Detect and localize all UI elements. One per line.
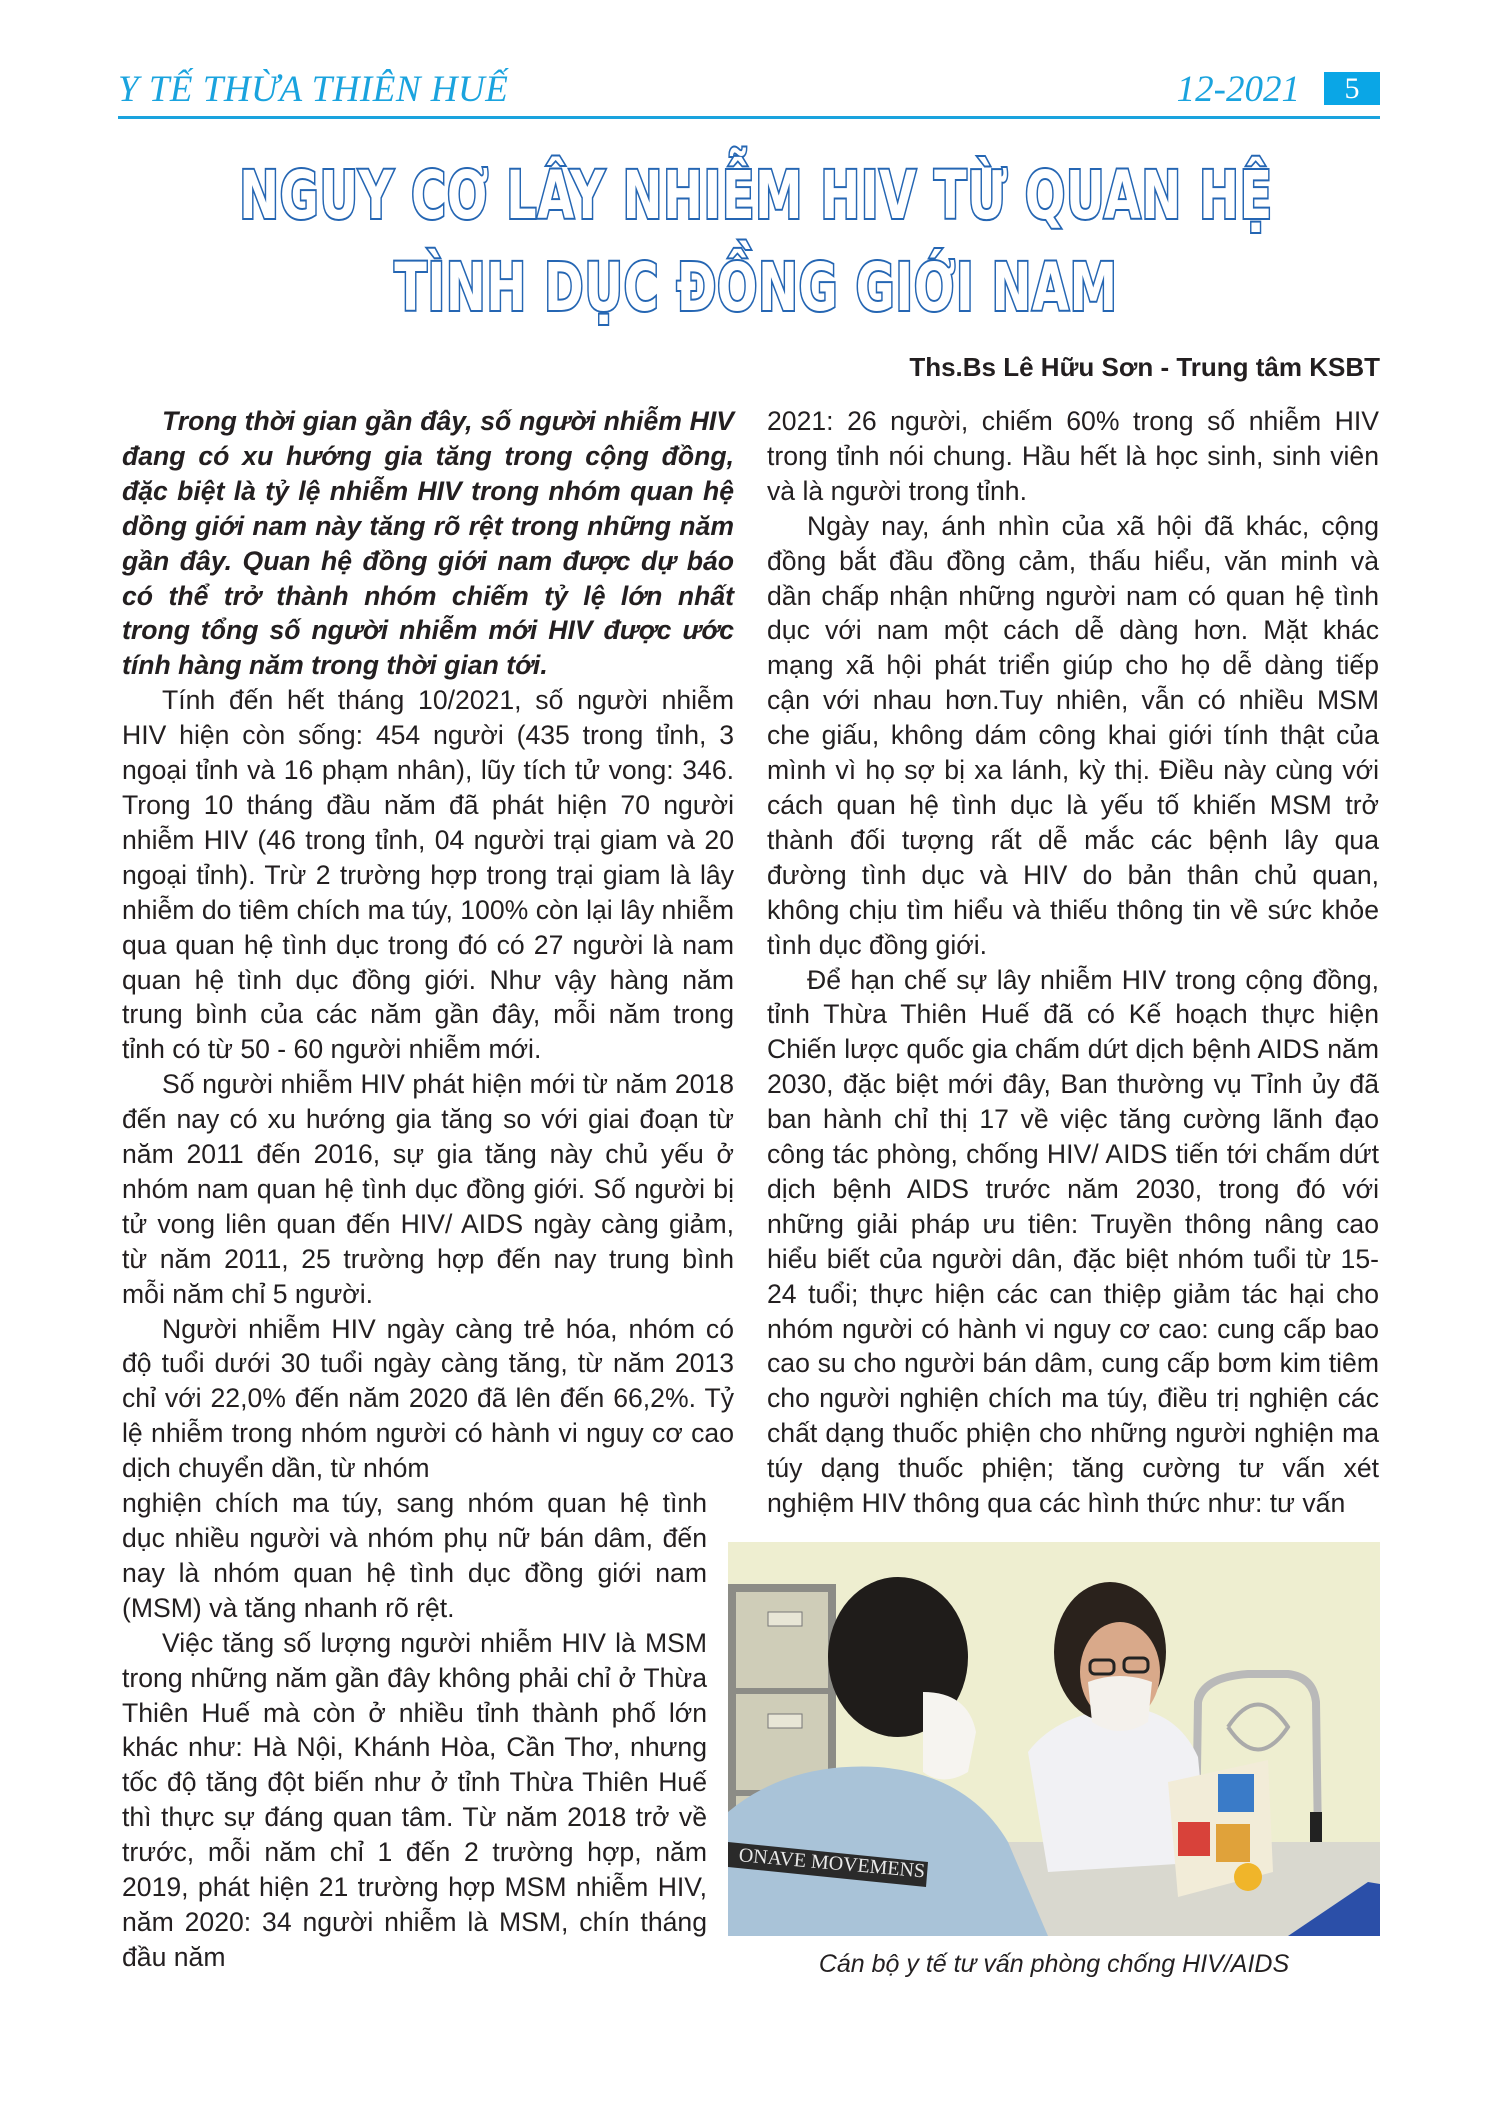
lead-paragraph: Trong thời gian gần đây, số người nhiễm HIV đang có xu hướng gia tăng trong cộng đồng, đặc biệt là tỷ lệ nhiễm HIV trong nhóm quan hệ dồng giới nam này tăng rõ rệt trong những năm gần đây. Quan hệ đồng giới nam được dự báo có thể trở thành nhóm chiếm tỷ lệ lớn nhất trong tổng số người nhiễm mới HIV được ước tính hàng năm trong thời gian tới. (122, 406, 734, 681)
title-line-1: NGUY CƠ LÂY NHIỄM HIV TỪ QUAN HỆ (239, 157, 1273, 234)
author-byline: Ths.Bs Lê Hữu Sơn - Trung tâm KSBT (909, 352, 1380, 382)
publication-name: Y TẾ THỪA THIÊN HUẾ (118, 69, 509, 110)
title-block (0, 150, 1512, 340)
brochure (1168, 1760, 1273, 1897)
article-photo (728, 1542, 1380, 1936)
body-paragraph: Để hạn chế sự lây nhiễm HIV trong cộng đồng, tỉnh Thừa Thiên Huế đã có Kế hoạch thực hiện Chiến lược quốc gia chấm dứt dịch bệnh AIDS năm 2030, đặc biệt mới đây, Ban thường vụ Tỉnh ủy đã ban hành chỉ thị 17 về việc tăng cường lãnh đạo công tác phòng, chống HIV/ AIDS tiến tới chấm dứt dịch bệnh AIDS trước năm 2030, trong đó với những giải pháp ưu tiên: Truyền thông nâng cao hiểu biết của người dân, đặc biệt nhóm tuổi từ 15-24 tuổi; thực hiện các can thiệp giảm tác hại cho nhóm người có hành vi nguy cơ cao: cung cấp bao cao su cho người bán dâm, cung cấp bơm kim tiêm cho người nghiện chích ma túy, điều trị nghiện các chất dạng thuốc phiện cho những người nghiện ma túy dạng thuốc phiện; tăng cường tư vấn xét nghiệm HIV thông qua các hình thức như: tư vấn (767, 964, 1379, 1519)
title-line-2: TÌNH DỤC ĐỒNG GIỚI NAM (394, 249, 1118, 326)
body-paragraph: Việc tăng số lượng người nhiễm HIV là MSM trong những năm gần đây không phải chỉ ở Thừa Thiên Huế mà còn ở nhiều tỉnh thành phố lớn khác như: Hà Nội, Khánh Hòa, Cần Thơ, nhưng tốc độ tăng đột biến như ở tỉnh Thừa Thiên Huế thì thực sự đáng quan tâm. Từ năm 2018 trở về trước, mỗi năm chỉ 1 đến 2 trường hợp, năm 2019, phát hiện 21 trường hợp MSM nhiễm HIV, năm 2020: 34 người nhiễm là MSM, chín tháng đầu năm (122, 1627, 707, 1972)
photo-caption: Cán bộ y tế tư vấn phòng chống HIV/AIDS (818, 1950, 1290, 1978)
body-paragraph: Số người nhiễm HIV phát hiện mới từ năm 2018 đến nay có xu hướng gia tăng so với giai đoạn từ năm 2011 đến 2016, sự gia tăng này chủ yếu ở nhóm nam quan hệ tình dục đồng giới. Số người bị tử vong liên quan đến HIV/ AIDS ngày càng giảm, từ năm 2011, 25 trường hợp đến nay trung bình mỗi năm chỉ 5 người. (122, 1069, 734, 1309)
body-paragraph-continued: 2021: 26 người, chiếm 60% trong số nhiễm HIV trong tỉnh nói chung. Hầu hết là học sinh, sinh viên và là người trong tỉnh. (767, 406, 1379, 506)
left-column (122, 404, 734, 1975)
body-paragraph: Ngày nay, ánh nhìn của xã hội đã khác, cộng đồng bắt đầu đồng cảm, thấu hiểu, văn minh và dần chấp nhận những người nam có quan hệ tình dục với nam một cách dễ dàng hơn. Mặt khác mạng xã hội phát triển giúp cho họ dễ dàng tiếp cận với nhau hơn.Tuy nhiên, vẫn có nhiều MSM che giấu, không dám công khai giới tính thật của mình vì họ sợ bị xa lánh, kỳ thị. Điều này cùng với cách quan hệ tình dục là yếu tố khiến MSM trở thành đối tượng rất dễ mắc các bệnh lây qua đường tình dục và HIV do bản thân chủ quan, không chịu tìm hiểu và thiếu thông tin về sức khỏe tình dục đồng giới. (767, 510, 1379, 960)
page-number: 5 (1324, 72, 1380, 105)
body-paragraph-continued: nghiện chích ma túy, sang nhóm quan hệ tình dục nhiều người và nhóm phụ nữ bán dâm, đến nay là nhóm quan hệ tình dục đồng giới nam (MSM) và tăng nhanh rõ rệt. (122, 1488, 707, 1623)
running-header (118, 62, 1380, 118)
left-column-narrow (122, 1486, 707, 1975)
article-title (108, 150, 1404, 334)
body-paragraph: Người nhiễm HIV ngày càng trẻ hóa, nhóm có độ tuổi dưới 30 tuổi ngày càng tăng, từ năm 2013 chỉ với 22,0% đến năm 2020 đã lên đến 66,2%. Tỷ lệ nhiễm trong nhóm người có hành vi nguy cơ cao dịch chuyển dần, từ nhóm (122, 1313, 734, 1484)
jacket-text: ONAVE MOVEMENS (737, 1844, 926, 1883)
header-rule (118, 116, 1380, 119)
right-column (767, 404, 1379, 1521)
body-paragraph: Tính đến hết tháng 10/2021, số người nhiễm HIV hiện còn sống: 454 người (435 trong tỉnh, 3 ngoại tỉnh và 16 phạm nhân), lũy tích tử vong: 346. Trong 10 tháng đầu năm đã phát hiện 70 người nhiễm HIV (46 trong tỉnh, 04 người trại giam và 20 ngoại tỉnh). Trừ 2 trường hợp trong trại giam là lây nhiễm do tiêm chích ma túy, 100% còn lại lây nhiễm qua quan hệ tình dục trong đó có 27 người là nam quan hệ tình dục đồng giới. Như vậy hàng năm trung bình của các năm gần đây, mỗi năm trong tỉnh có từ 50 - 60 người nhiễm mới. (122, 685, 734, 1065)
issue-date: 12-2021 (1176, 69, 1300, 110)
